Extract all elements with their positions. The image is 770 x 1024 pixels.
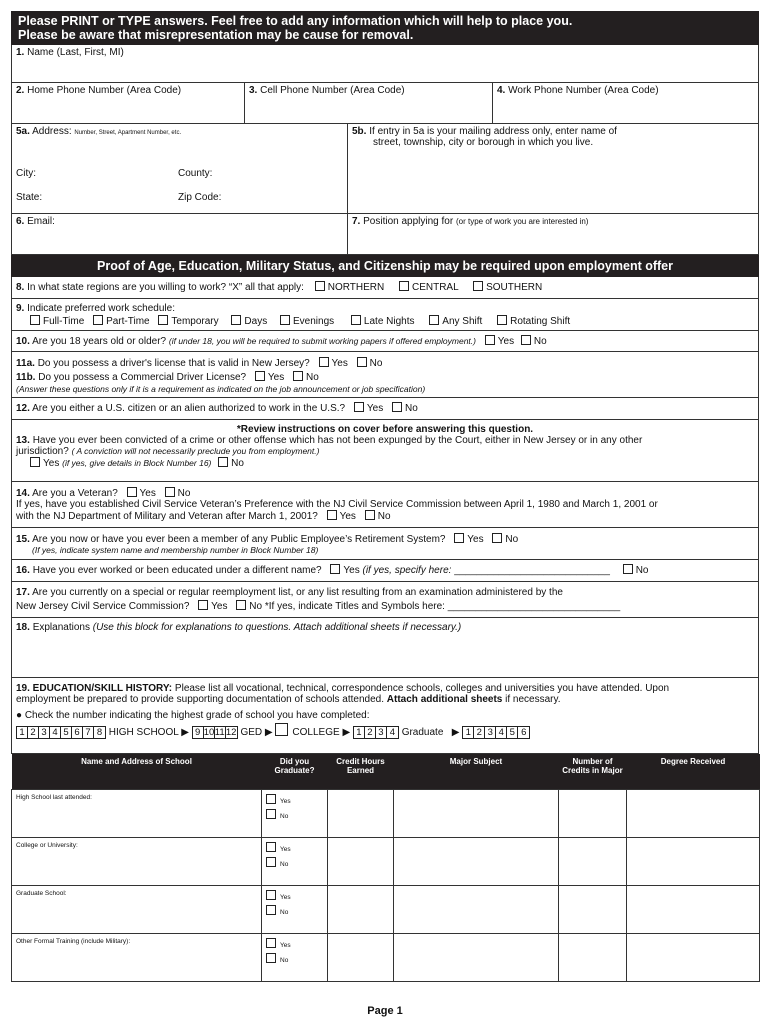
county-label: County:: [178, 168, 213, 179]
graduate-cell: Yes No: [262, 885, 328, 933]
col-graduate: Did you Graduate?: [262, 754, 328, 789]
degree-cell[interactable]: [627, 933, 760, 981]
fulltime-checkbox[interactable]: [30, 315, 40, 325]
q17-no-checkbox[interactable]: [236, 600, 246, 610]
graduate-cell: Yes No: [262, 933, 328, 981]
parttime-checkbox[interactable]: [93, 315, 103, 325]
q16-other-name: 16. Have you ever worked or been educated under a different name? Yes (if yes, specify here: ____________________________ No: [11, 560, 759, 582]
credits-cell[interactable]: [328, 933, 394, 981]
arrow-right-icon: ▶: [451, 727, 460, 738]
table-row: [12, 885, 760, 933]
page-number: Page 1: [367, 1005, 403, 1017]
col-degree: Degree Received: [627, 754, 760, 789]
q16-no-checkbox[interactable]: [623, 564, 633, 574]
days-checkbox[interactable]: [231, 315, 241, 325]
bullet-icon: ●: [16, 710, 23, 721]
table-row: [12, 837, 760, 885]
q9-schedule: 9. Indicate preferred work schedule: Full-Time Part-Time Temporary Days Evenings Late Nights Any Shift Rotating Shift: [11, 299, 759, 331]
q14-no-checkbox[interactable]: [165, 487, 175, 497]
q11b-yes-checkbox[interactable]: [255, 371, 265, 381]
q10-no-checkbox[interactable]: [521, 335, 531, 345]
q15-no-checkbox[interactable]: [492, 533, 502, 543]
q10-age: 10. Are you 18 years old or older? (if under 18, you will be required to submit working papers if offered employment.) Yes No: [11, 331, 759, 352]
southern-checkbox[interactable]: [473, 281, 483, 291]
q13-yes-checkbox[interactable]: [30, 457, 40, 467]
credits-cell[interactable]: [328, 789, 394, 837]
school-cell[interactable]: High School last attended:: [12, 789, 262, 837]
application-form: [11, 11, 759, 982]
name-field[interactable]: 1. Name (Last, First, MI): [11, 45, 759, 83]
school-cell[interactable]: Other Formal Training (include Military):: [12, 933, 262, 981]
position-field[interactable]: 7. Position applying for (or type of work you are interested in): [352, 216, 589, 227]
q12-yes-checkbox[interactable]: [354, 402, 364, 412]
phone-row: [11, 83, 759, 124]
graduate-yes-checkbox[interactable]: [266, 794, 276, 804]
education-table: [11, 754, 760, 982]
email-field[interactable]: 6. Email:: [12, 214, 348, 254]
graduate-no-checkbox[interactable]: [266, 953, 276, 963]
degree-cell[interactable]: [627, 885, 760, 933]
credits-cell[interactable]: [328, 885, 394, 933]
late-nights-checkbox[interactable]: [351, 315, 361, 325]
q10-yes-checkbox[interactable]: [485, 335, 495, 345]
q12-no-checkbox[interactable]: [392, 402, 402, 412]
graduate-yes-checkbox[interactable]: [266, 842, 276, 852]
q13-no-checkbox[interactable]: [218, 457, 228, 467]
address-field[interactable]: 5a. Address: Number, Street, Apartment Number, etc. City: County: State: Zip Code:: [12, 124, 348, 213]
section-header: Proof of Age, Education, Military Status, and Citizenship may be required upon employment offer: [11, 255, 759, 277]
q14-yes-checkbox[interactable]: [127, 487, 137, 497]
graduate-cell: Yes No: [262, 789, 328, 837]
col-major: Major Subject: [394, 754, 559, 789]
arrow-right-icon: ▶: [342, 727, 351, 738]
q17-yes-checkbox[interactable]: [198, 600, 208, 610]
q13-conviction: *Review instructions on cover before answering this question. 13. Have you ever been convicted of a crime or other offense which has not been expunged by the Court, either in New Jersey or in any other jurisdiction? ( A conviction will not necessarily preclude you from employment.) Yes (if yes, give details in Block Number 16) No: [11, 420, 759, 482]
graduate-no-checkbox[interactable]: [266, 809, 276, 819]
major-cell[interactable]: [394, 837, 559, 885]
q8-regions: 8. In what state regions are you willing to work? “X” all that apply: NORTHERN CENTRAL SOUTHERN: [11, 277, 759, 299]
home-phone-field[interactable]: 2. Home Phone Number (Area Code): [12, 83, 245, 123]
q17-reemployment: 17. Are you currently on a special or regular reemployment list, or any list resulting from an examination administered by the New Jersey Civil Service Commission? Yes No *If yes, indicate Titles and Symbols here: _______________________________: [11, 582, 759, 618]
q11a-no-checkbox[interactable]: [357, 357, 367, 367]
major-cell[interactable]: [394, 885, 559, 933]
header-line1: Please PRINT or TYPE answers. Feel free to add any information which will help to place you.: [18, 14, 573, 28]
school-cell[interactable]: College or University:: [12, 837, 262, 885]
q14-pref-no-checkbox[interactable]: [365, 510, 375, 520]
major-cell[interactable]: [394, 789, 559, 837]
cell-phone-field[interactable]: 3. Cell Phone Number (Area Code): [245, 83, 493, 123]
major-credits-cell[interactable]: [559, 885, 627, 933]
q12-citizen: 12. Are you either a U.S. citizen or an alien authorized to work in the U.S.? Yes No: [11, 398, 759, 420]
q17-titles-blank[interactable]: _______________________________: [447, 601, 621, 612]
col-school: Name and Address of School: [12, 754, 262, 789]
q19-education: 19. EDUCATION/SKILL HISTORY: Please list all vocational, technical, correspondence schools, colleges and universities you have attended. Upon employment be prepared to provide supporting documentation of schools attended. Attach additional sheets if necessary. ● Check the number indicating the highest grade of school you have completed: 1 2 3 4 5 6 7 8 HIGH SCHOOL ▶ 9 101112 GED ▶ COLLEGE ▶ 1 2 3 4 Graduate ▶ 1 2 3 4 5 6: [11, 678, 759, 754]
any-shift-checkbox[interactable]: [429, 315, 439, 325]
q14-veteran: 14. Are you a Veteran? Yes No If yes, have you established Civil Service Veteran’s Preference with the NJ Civil Service Commission between April 1, 1980 and March 1, 2001 or with the NJ Department of Military and Veteran after March 1, 2001? Yes No: [11, 482, 759, 528]
q15-yes-checkbox[interactable]: [454, 533, 464, 543]
ged-checkbox[interactable]: [275, 723, 288, 736]
q14-pref-yes-checkbox[interactable]: [327, 510, 337, 520]
graduate-yes-checkbox[interactable]: [266, 938, 276, 948]
q16-name-blank[interactable]: ____________________________: [454, 565, 610, 576]
rotating-shift-checkbox[interactable]: [497, 315, 507, 325]
arrow-right-icon: ▶: [264, 727, 273, 738]
graduate-no-checkbox[interactable]: [266, 857, 276, 867]
state-label: State:: [16, 192, 43, 203]
address-row: [11, 124, 759, 214]
degree-cell[interactable]: [627, 789, 760, 837]
major-credits-cell[interactable]: [559, 789, 627, 837]
table-row: [12, 789, 760, 837]
q11b-no-checkbox[interactable]: [293, 371, 303, 381]
major-credits-cell[interactable]: [559, 837, 627, 885]
q18-explanations[interactable]: 18. Explanations (Use this block for explanations to questions. Attach additional sheets if necessary.): [11, 618, 759, 678]
school-cell[interactable]: Graduate School:: [12, 885, 262, 933]
residence-field[interactable]: 5b. If entry in 5a is your mailing address only, enter name of street, township, city or borough in which you live.: [352, 126, 617, 148]
q11a-yes-checkbox[interactable]: [319, 357, 329, 367]
work-phone-field[interactable]: 4. Work Phone Number (Area Code): [497, 85, 659, 96]
col-major-credits: Number of Credits in Major: [559, 754, 627, 789]
arrow-right-icon: ▶: [181, 727, 189, 738]
q11-license: 11a. Do you possess a driver's license that is valid in New Jersey? Yes No 11b. Do you possess a Commercial Driver License? Yes No (Answer these questions only if it is a requirement as indicated on the job announcement or job specification): [11, 352, 759, 398]
credits-cell[interactable]: [328, 837, 394, 885]
major-cell[interactable]: [394, 933, 559, 981]
table-row: [12, 933, 760, 981]
q15-retirement: 15. Are you now or have you ever been a member of any Public Employee’s Retirement System? Yes No (If yes, indicate system name and membership number in Block Number 18): [11, 528, 759, 560]
graduate-cell: Yes No: [262, 837, 328, 885]
zip-label: Zip Code:: [178, 192, 222, 203]
header-line2: Please be aware that misrepresentation may be cause for removal.: [18, 28, 414, 42]
grade-boxes-highschool[interactable]: 9 101112: [192, 726, 238, 739]
central-checkbox[interactable]: [399, 281, 409, 291]
form-header: [11, 11, 759, 45]
q16-yes-checkbox[interactable]: [330, 564, 340, 574]
grade-selector: 1 2 3 4 5 6 7 8 HIGH SCHOOL ▶ 9 101112 GED ▶ COLLEGE ▶ 1 2 3 4 Graduate ▶ 1 2 3 4 5 6: [16, 723, 754, 739]
evenings-checkbox[interactable]: [280, 315, 290, 325]
col-credits: Credit Hours Earned: [328, 754, 394, 789]
northern-checkbox[interactable]: [315, 281, 325, 291]
email-row: [11, 214, 759, 255]
degree-cell[interactable]: [627, 837, 760, 885]
education-table-header: [12, 754, 760, 789]
major-credits-cell[interactable]: [559, 933, 627, 981]
grade-boxes-elementary[interactable]: 1 2 3 4 5 6 7 8: [16, 726, 106, 739]
city-label: City:: [16, 168, 36, 179]
grade-boxes-college[interactable]: 1 2 3 4: [353, 726, 399, 739]
graduate-yes-checkbox[interactable]: [266, 890, 276, 900]
temporary-checkbox[interactable]: [158, 315, 168, 325]
grade-boxes-graduate[interactable]: 1 2 3 4 5 6: [462, 726, 530, 739]
graduate-no-checkbox[interactable]: [266, 905, 276, 915]
